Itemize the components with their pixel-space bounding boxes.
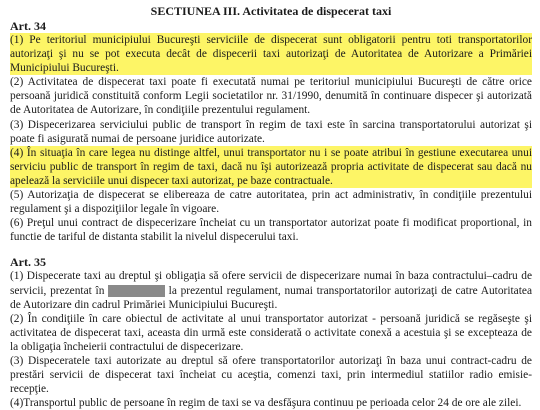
section-title: SECTIUNEA III. Activitatea de dispecerat taxi	[150, 4, 392, 18]
art35-paragraph-3: (3) Dispeceratele taxi autorizate au dreptul să ofere transportatorilor autorizaţi în baza unui contract-cadru de prestări servicii de dispecerat taxi încheiat cu aceştia, comenzi taxi, prin intermediul statiilor radio emisie- recepţie.	[10, 354, 532, 396]
art34-paragraph-6: (6) Preţul unui contract de dispecerizare încheiat cu un transportator autorizat poate fi modificat proportional, in functie de tariful de distanta stabilit la nivelul dispecerului taxi.	[10, 217, 532, 244]
art34-paragraph-1: (1) Pe teritoriul municipiului Bucureşti serviciile de dispecerat sunt obligatorii pentru toti transportatorilor autorizaţi şi nu se pot executa decât de dispecerii taxi autorizaţi de Autoritatea de Autorizare a Primăriei Municipiului Bucureşti.	[10, 34, 532, 75]
art35-p1-text-end: la prezentul regulament, numai transportatorilor autorizaţi de catre Autoritatea de Autorizare din cadrul Primăriei Municipiului Bucureşti.	[10, 284, 532, 311]
article-34-heading: Art. 34	[10, 19, 46, 33]
art34-paragraph-2: (2) Activitatea de dispecerat taxi poate fi executată numai pe teritoriul municipiului Bucureşti de către orice persoană juridică constituită conform Legii societatilor nr. 31/1990, denumită în continuare dispecer şi autorizată de Autoritatea de Autorizare, în condiţiile prezentului regulament.	[10, 76, 532, 117]
art35-paragraph-4: (4)Transportul public de persoane în regim de taxi se va desfăşura continuu pe perioada celor 24 de ore ale zilei.	[10, 397, 522, 410]
redacted-annex-reference: Anexa nr. 1	[110, 284, 163, 297]
art34-paragraph-4: (4) În situaţia în care legea nu distinge altfel, unui transportator nu i se poate atribui în gestiune executarea unui serviciu public de transport în regim de taxi, dacă nu îşi autorizează propria activitate de dispecerat sau dacă nu apelează la serviciile unui dispecer taxi autorizat, pe baze contractuale.	[10, 146, 532, 187]
art34-paragraph-5: (5) Autorizaţia de dispecerat se elibereaza de catre autoritatea, prin act administrativ, în condiţiile prezentului regulament şi a dispoziţiilor legale în vigoare.	[10, 189, 532, 216]
art34-paragraph-3: (3) Dispecerizarea serviciului public de transport în regim de taxi este în sarcina transportatorului autorizat şi poate fi asigurată numai de persoane juridice autorizate.	[10, 118, 532, 145]
art35-p1-text-start: (1) Dispecerate taxi au dreptul şi obligaţia să ofere servicii de dispecerizare numai în baza contractului–cadru de servicii, prezentat în	[10, 270, 532, 297]
art35-paragraph-1	[10, 269, 532, 311]
article-35-heading: Art. 35	[10, 255, 46, 270]
art35-paragraph-2: (2) În condiţiile în care obiectul de activitate al unui transportator autorizat - persoană juridică se regăseşte şi activitatea de dispecerat taxi, aceasta din urmă este considerată o activitate conexă a acestuia şi se excepteaza de la obligaţia încheierii contractului de dispecerizare.	[10, 312, 532, 353]
